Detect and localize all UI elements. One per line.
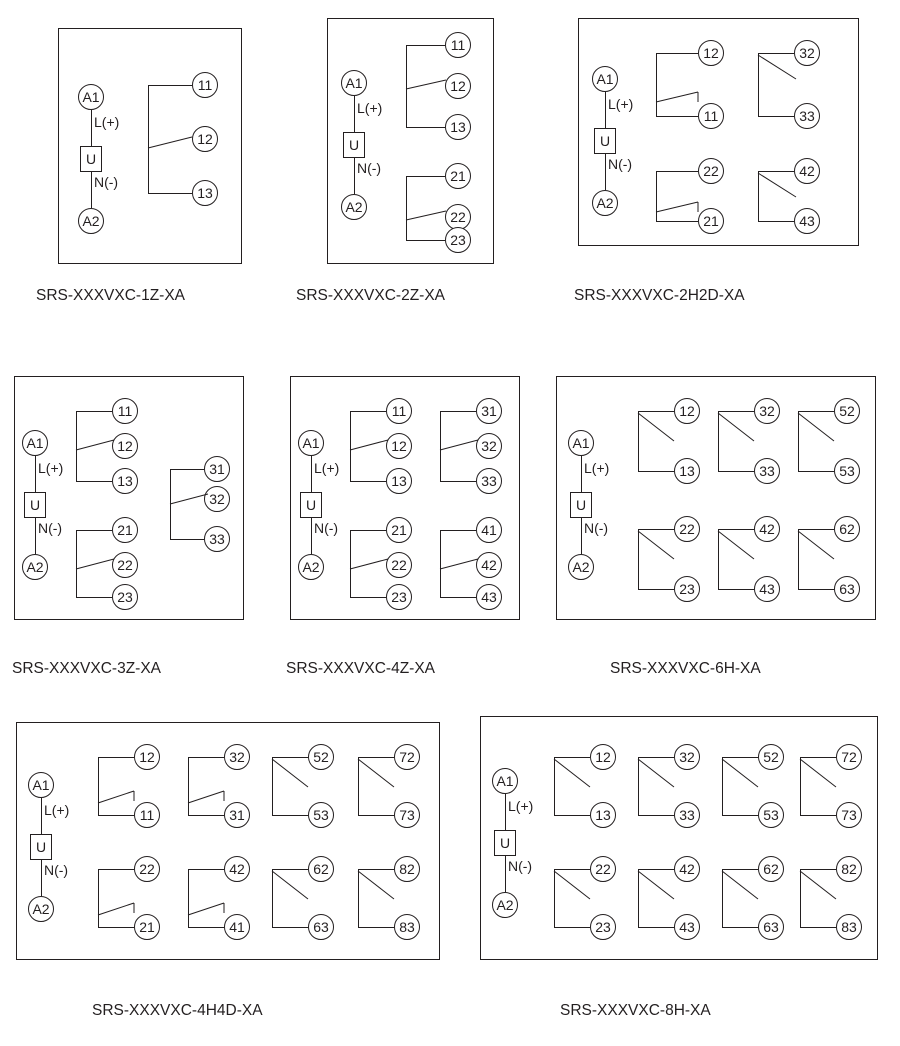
wire	[605, 154, 606, 190]
contact-terminal: 23	[590, 914, 616, 940]
label-n-negative: N(-)	[38, 520, 63, 536]
contact-terminal: 12	[445, 73, 471, 99]
wire	[722, 927, 758, 928]
wire	[350, 481, 386, 482]
wire	[350, 597, 386, 598]
contact-terminal: 42	[754, 516, 780, 542]
wire	[581, 456, 582, 492]
wire	[656, 53, 698, 54]
contact-terminal: 12	[386, 433, 412, 459]
switch-blade	[74, 424, 120, 450]
wire	[656, 116, 698, 117]
contact-terminal: 41	[476, 517, 502, 543]
wire	[354, 158, 355, 194]
contact-terminal: 13	[192, 180, 218, 206]
coil-u: U	[570, 492, 592, 518]
switch-blade	[552, 757, 598, 787]
switch-blade	[348, 543, 394, 569]
terminal-a1: A1	[492, 768, 518, 794]
wire	[354, 96, 355, 132]
diagram-caption: SRS-XXXVXC-6H-XA	[610, 660, 761, 677]
contact-terminal: 32	[754, 398, 780, 424]
label-n-negative: N(-)	[508, 858, 533, 874]
contact-terminal: 11	[192, 72, 218, 98]
switch-blade	[798, 869, 844, 899]
wire	[76, 411, 112, 412]
wire	[722, 815, 758, 816]
contact-terminal: 21	[386, 517, 412, 543]
coil-u: U	[24, 492, 46, 518]
wire	[505, 794, 506, 830]
switch-blade	[168, 480, 214, 504]
label-l-positive: L(+)	[44, 802, 70, 818]
contact-terminal: 31	[204, 456, 230, 482]
contact-terminal: 12	[192, 126, 218, 152]
wire	[35, 518, 36, 554]
wire	[148, 85, 192, 86]
contact-terminal: 11	[386, 398, 412, 424]
contact-terminal: 41	[224, 914, 250, 940]
wire	[800, 927, 836, 928]
wire	[406, 127, 445, 128]
wire	[554, 815, 590, 816]
contact-terminal: 73	[836, 802, 862, 828]
wire	[758, 221, 794, 222]
switch-blade	[798, 757, 844, 787]
contact-terminal: 82	[394, 856, 420, 882]
contact-terminal: 23	[112, 584, 138, 610]
switch-blade	[270, 757, 316, 787]
contact-terminal: 21	[134, 914, 160, 940]
contact-terminal: 42	[674, 856, 700, 882]
wire	[656, 171, 698, 172]
wire	[188, 815, 224, 816]
wire	[358, 927, 394, 928]
contact-terminal: 22	[590, 856, 616, 882]
switch-blade	[96, 889, 142, 915]
switch-blade	[74, 543, 120, 569]
contact-terminal: 13	[112, 468, 138, 494]
label-n-negative: N(-)	[357, 160, 382, 176]
contact-terminal: 22	[112, 552, 138, 578]
terminal-a2: A2	[298, 554, 324, 580]
contact-terminal: 53	[834, 458, 860, 484]
wire	[272, 815, 308, 816]
contact-terminal: 33	[754, 458, 780, 484]
wire	[35, 456, 36, 492]
coil-u: U	[30, 834, 52, 860]
wire	[406, 45, 445, 46]
switch-blade	[96, 777, 142, 803]
contact-terminal: 31	[476, 398, 502, 424]
contact-terminal: 52	[834, 398, 860, 424]
wire	[656, 221, 698, 222]
wire	[440, 597, 476, 598]
switch-blade	[636, 411, 682, 441]
terminal-a2: A2	[78, 208, 104, 234]
contact-terminal: 33	[674, 802, 700, 828]
wire	[76, 481, 112, 482]
coil-u: U	[300, 492, 322, 518]
contact-terminal: 32	[224, 744, 250, 770]
switch-blade	[716, 529, 762, 559]
switch-blade	[654, 78, 702, 102]
contact-terminal: 43	[476, 584, 502, 610]
label-l-positive: L(+)	[508, 798, 534, 814]
wire	[188, 757, 224, 758]
contact-terminal: 32	[794, 40, 820, 66]
contact-terminal: 11	[134, 802, 160, 828]
contact-terminal: 42	[224, 856, 250, 882]
wire	[718, 589, 754, 590]
contact-terminal: 22	[386, 552, 412, 578]
wire	[350, 411, 386, 412]
switch-blade	[756, 171, 802, 197]
wire	[800, 815, 836, 816]
contact-terminal: 23	[386, 584, 412, 610]
label-l-positive: L(+)	[357, 100, 383, 116]
switch-blade	[186, 889, 232, 915]
switch-blade	[796, 529, 842, 559]
contact-terminal: 13	[386, 468, 412, 494]
terminal-a1: A1	[568, 430, 594, 456]
switch-blade	[356, 869, 402, 899]
diagram-caption: SRS-XXXVXC-4H4D-XA	[92, 1002, 263, 1019]
switch-blade	[186, 777, 232, 803]
switch-blade	[654, 188, 702, 212]
wire	[41, 798, 42, 834]
wire	[272, 927, 308, 928]
coil-u: U	[80, 146, 102, 172]
contact-terminal: 12	[590, 744, 616, 770]
contact-terminal: 43	[754, 576, 780, 602]
contact-terminal: 32	[674, 744, 700, 770]
contact-terminal: 42	[476, 552, 502, 578]
contact-terminal: 62	[758, 856, 784, 882]
wire	[98, 757, 134, 758]
switch-blade	[438, 543, 484, 569]
contact-terminal: 13	[445, 114, 471, 140]
contact-terminal: 62	[834, 516, 860, 542]
diagram-caption: SRS-XXXVXC-4Z-XA	[286, 660, 436, 677]
wire	[798, 471, 834, 472]
contact-terminal: 22	[134, 856, 160, 882]
wire	[440, 481, 476, 482]
wire	[148, 193, 192, 194]
contact-terminal: 83	[836, 914, 862, 940]
wire	[188, 927, 224, 928]
contact-terminal: 63	[758, 914, 784, 940]
contact-terminal: 22	[698, 158, 724, 184]
wire	[91, 172, 92, 208]
label-l-positive: L(+)	[608, 96, 634, 112]
switch-blade	[720, 869, 766, 899]
contact-terminal: 43	[794, 208, 820, 234]
contact-terminal: 21	[445, 163, 471, 189]
contact-terminal: 73	[394, 802, 420, 828]
contact-terminal: 33	[204, 526, 230, 552]
label-n-negative: N(-)	[314, 520, 339, 536]
contact-terminal: 21	[698, 208, 724, 234]
contact-terminal: 83	[394, 914, 420, 940]
switch-blade	[552, 869, 598, 899]
wire	[170, 539, 204, 540]
switch-blade	[438, 424, 484, 450]
switch-blade	[146, 118, 196, 148]
wire	[188, 869, 224, 870]
switch-blade	[356, 757, 402, 787]
wire	[406, 240, 445, 241]
contact-terminal: 12	[134, 744, 160, 770]
label-n-negative: N(-)	[44, 862, 69, 878]
terminal-a1: A1	[592, 66, 618, 92]
contact-terminal: 53	[758, 802, 784, 828]
terminal-a1: A1	[341, 70, 367, 96]
switch-blade	[404, 194, 450, 220]
contact-terminal: 53	[308, 802, 334, 828]
switch-blade	[270, 869, 316, 899]
wire	[638, 471, 674, 472]
contact-terminal: 72	[394, 744, 420, 770]
contact-terminal: 52	[308, 744, 334, 770]
contact-terminal: 13	[674, 458, 700, 484]
wire	[638, 815, 674, 816]
contact-terminal: 72	[836, 744, 862, 770]
contact-terminal: 12	[698, 40, 724, 66]
label-l-positive: L(+)	[38, 460, 64, 476]
contact-terminal: 43	[674, 914, 700, 940]
label-l-positive: L(+)	[314, 460, 340, 476]
coil-u: U	[343, 132, 365, 158]
switch-blade	[636, 869, 682, 899]
diagram-caption: SRS-XXXVXC-2H2D-XA	[574, 287, 745, 304]
diagram-caption: SRS-XXXVXC-8H-XA	[560, 1002, 711, 1019]
label-l-positive: L(+)	[584, 460, 610, 476]
wire	[41, 860, 42, 896]
terminal-a1: A1	[28, 772, 54, 798]
label-l-positive: L(+)	[94, 114, 120, 130]
wire	[98, 927, 134, 928]
contact-terminal: 31	[224, 802, 250, 828]
contact-terminal: 32	[476, 433, 502, 459]
label-n-negative: N(-)	[608, 156, 633, 172]
wire	[76, 597, 112, 598]
switch-blade	[756, 53, 802, 79]
switch-blade	[636, 529, 682, 559]
wire	[605, 92, 606, 128]
contact-terminal: 11	[112, 398, 138, 424]
contact-terminal: 42	[794, 158, 820, 184]
wire	[76, 530, 112, 531]
switch-blade	[636, 757, 682, 787]
wire	[440, 530, 476, 531]
wire	[581, 518, 582, 554]
wire	[505, 856, 506, 892]
wire	[170, 469, 204, 470]
contact-terminal: 52	[758, 744, 784, 770]
wire	[440, 411, 476, 412]
switch-blade	[404, 63, 450, 89]
contact-terminal: 32	[204, 486, 230, 512]
terminal-a2: A2	[592, 190, 618, 216]
contact-terminal: 22	[674, 516, 700, 542]
contact-terminal: 23	[445, 227, 471, 253]
wire	[91, 110, 92, 146]
wire	[798, 589, 834, 590]
wire	[311, 518, 312, 554]
diagram-caption: SRS-XXXVXC-2Z-XA	[296, 287, 446, 304]
wire	[98, 869, 134, 870]
contact-terminal: 33	[476, 468, 502, 494]
contact-terminal: 63	[308, 914, 334, 940]
contact-terminal: 11	[698, 103, 724, 129]
diagram-caption: SRS-XXXVXC-3Z-XA	[12, 660, 162, 677]
wire	[358, 815, 394, 816]
label-n-negative: N(-)	[584, 520, 609, 536]
wire	[350, 530, 386, 531]
contact-terminal: 82	[836, 856, 862, 882]
coil-u: U	[494, 830, 516, 856]
switch-blade	[716, 411, 762, 441]
contact-terminal: 22	[445, 204, 471, 230]
wire	[98, 815, 134, 816]
wire	[638, 927, 674, 928]
terminal-a1: A1	[22, 430, 48, 456]
contact-terminal: 23	[674, 576, 700, 602]
label-n-negative: N(-)	[94, 174, 119, 190]
terminal-a1: A1	[78, 84, 104, 110]
contact-terminal: 33	[794, 103, 820, 129]
wire	[554, 927, 590, 928]
contact-terminal: 62	[308, 856, 334, 882]
coil-u: U	[594, 128, 616, 154]
diagram-caption: SRS-XXXVXC-1Z-XA	[36, 287, 186, 304]
contact-terminal: 21	[112, 517, 138, 543]
wire	[638, 589, 674, 590]
switch-blade	[796, 411, 842, 441]
wire	[406, 176, 445, 177]
contact-terminal: 13	[590, 802, 616, 828]
terminal-a2: A2	[568, 554, 594, 580]
terminal-a2: A2	[492, 892, 518, 918]
switch-blade	[348, 424, 394, 450]
terminal-a2: A2	[28, 896, 54, 922]
wire	[718, 471, 754, 472]
switch-blade	[720, 757, 766, 787]
wire	[758, 116, 794, 117]
contact-terminal: 12	[674, 398, 700, 424]
terminal-a1: A1	[298, 430, 324, 456]
terminal-a2: A2	[22, 554, 48, 580]
contact-terminal: 12	[112, 433, 138, 459]
contact-terminal: 63	[834, 576, 860, 602]
terminal-a2: A2	[341, 194, 367, 220]
wire	[311, 456, 312, 492]
contact-terminal: 11	[445, 32, 471, 58]
